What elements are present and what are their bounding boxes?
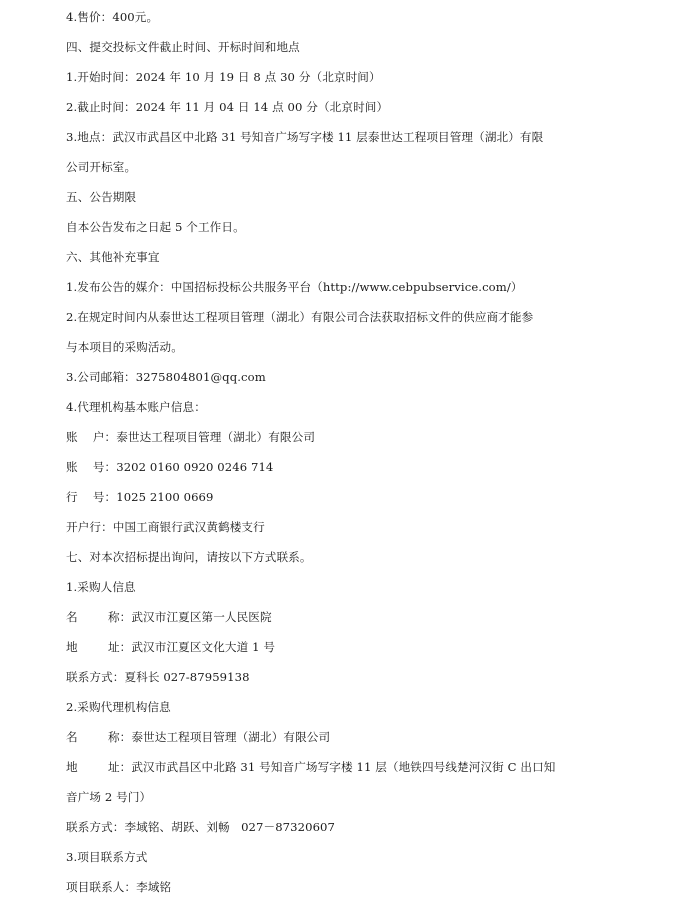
purchaser-contact-line: 联系方式：夏科长 027-87959138: [66, 670, 250, 684]
purchaser-name-line: 名 称：武汉市江夏区第一人民医院: [66, 610, 272, 624]
notice-period-line: 自本公告发布之日起 5 个工作日。: [66, 220, 245, 234]
location-line: 3.地点：武汉市武昌区中北路 31 号知音广场写字楼 11 层泰世达工程项目管理（湖北）有限: [66, 130, 544, 144]
start-time-line: 1.开始时间：2024 年 10 月 19 日 8 点 30 分（北京时间）: [66, 70, 381, 84]
agency-address-line-cont: 音广场 2 号门）: [66, 790, 152, 804]
account-number-line: 账 号：3202 0160 0920 0246 714: [66, 460, 274, 474]
purchaser-info-heading: 1.采购人信息: [66, 580, 136, 594]
purchaser-address-line: 地 址：武汉市江夏区文化大道 1 号: [66, 640, 276, 654]
location-line-cont: 公司开标室。: [66, 160, 137, 174]
agency-info-heading: 2.采购代理机构信息: [66, 700, 171, 714]
project-contact-heading: 3.项目联系方式: [66, 850, 148, 864]
section-7-heading: 七、对本次招标提出询问，请按以下方式联系。: [66, 550, 312, 564]
media-line: 1.发布公告的媒介：中国招标投标公共服务平台（http://www.cebpubservice.com/）: [66, 280, 523, 294]
opening-bank-line: 开户行：中国工商银行武汉黄鹤楼支行: [66, 520, 265, 534]
supplier-note-line: 2.在规定时间内从泰世达工程项目管理（湖北）有限公司合法获取招标文件的供应商才能参: [66, 310, 534, 324]
project-contact-person-line: 项目联系人：李域铭: [66, 880, 172, 894]
section-6-heading: 六、其他补充事宜: [66, 250, 160, 264]
agency-name-line: 名 称：泰世达工程项目管理（湖北）有限公司: [66, 730, 331, 744]
deadline-line: 2.截止时间：2024 年 11 月 04 日 14 点 00 分（北京时间）: [66, 100, 389, 114]
account-name-line: 账 户：泰世达工程项目管理（湖北）有限公司: [66, 430, 316, 444]
section-5-heading: 五、公告期限: [66, 190, 137, 204]
bank-code-line: 行 号：1025 2100 0669: [66, 490, 214, 504]
section-4-heading: 四、提交投标文件截止时间、开标时间和地点: [66, 40, 300, 54]
supplier-note-line-cont: 与本项目的采购活动。: [66, 340, 183, 354]
agency-address-line: 地 址：武汉市武昌区中北路 31 号知音广场写字楼 11 层（地铁四号线楚河汉街 C 出口知: [66, 760, 556, 774]
price-line: 4.售价：400元。: [66, 10, 159, 24]
agency-account-heading: 4.代理机构基本账户信息：: [66, 400, 206, 414]
agency-contact-line: 联系方式：李域铭、胡跃、刘畅 027－87320607: [66, 820, 336, 834]
company-email-line: 3.公司邮箱：3275804801@qq.com: [66, 370, 266, 384]
